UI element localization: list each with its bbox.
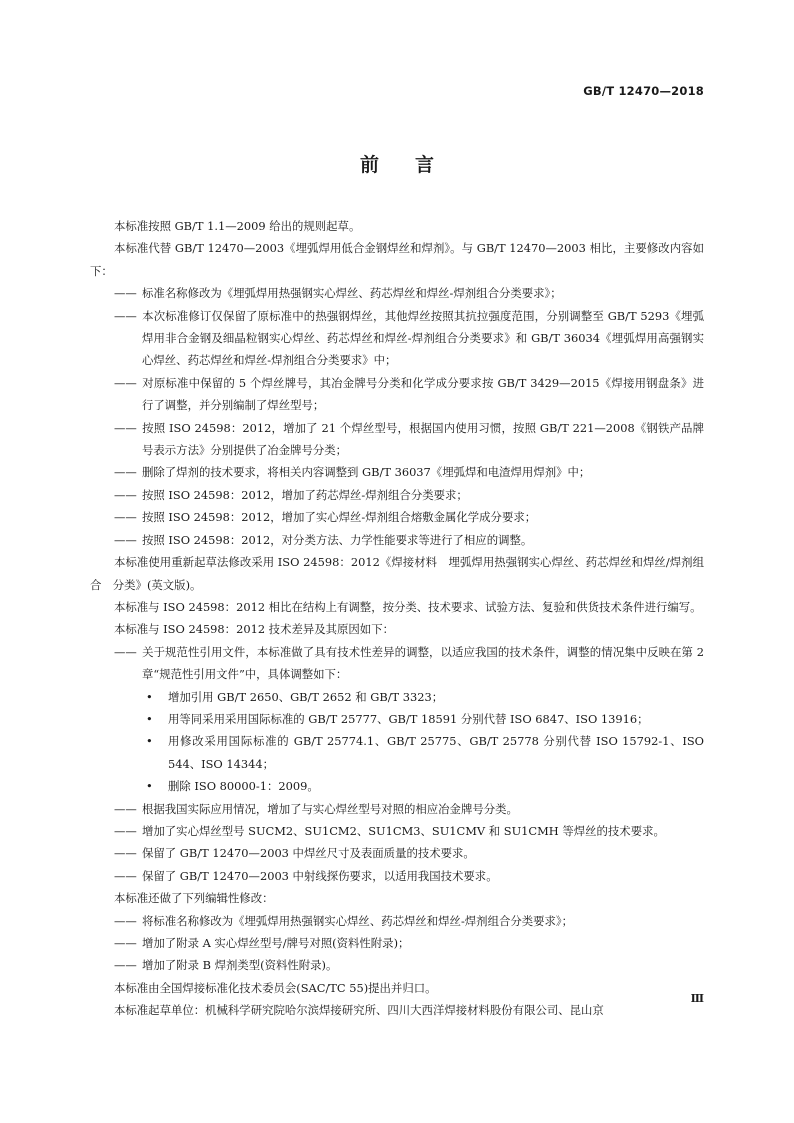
change-item-text: 按照 ISO 24598：2012，增加了 21 个焊丝型号，根据国内使用习惯，按照 GB/T 221—2008《钢铁产品牌号表示方法》分别提供了冶金牌号分类； [142,420,704,458]
standard-code: GB/T 12470—2018 [583,84,704,98]
change-item-text: 本次标准修订仅保留了原标准中的热强钢焊丝，其他焊丝按照其抗拉强度范围，分别调整至 GB/T 5293《埋弧焊用非合金钢及细晶粒钢实心焊丝、药芯焊丝和焊丝-焊剂组合分类要求》和 GB/T 36034《埋弧焊用高强钢实心焊丝、药芯焊丝和焊丝-焊剂组合分类要求》中； [142,308,704,368]
change-item-text: 对原标准中保留的 5 个焊丝牌号，其冶金牌号分类和化学成分要求按 GB/T 3429—2015《焊接用钢盘条》进行了调整，并分别编制了焊丝型号； [142,375,704,413]
bullet-item [90,730,704,775]
editorial-text: 增加了附录 B 焊剂类型(资料性附录)。 [142,958,338,973]
dash-marker: —— [114,823,137,838]
dash-marker: —— [114,846,137,861]
change-item [90,506,704,528]
change-item-text: 按照 ISO 24598：2012，增加了实心焊丝-焊剂组合熔敷金属化学成分要求； [142,510,537,525]
bullet-icon: • [146,711,153,726]
change-item-text: 标准名称修改为《埋弧焊用热强钢实心焊丝、药芯焊丝和焊丝-焊剂组合分类要求》； [142,286,562,301]
change-item [90,372,704,417]
editorial-text: 增加了附录 A 实心焊丝型号/牌号对照(资料性附录)； [142,936,410,950]
bullet-item [90,708,704,730]
editorial-text: 将标准名称修改为《埋弧焊用热强钢实心焊丝、药芯焊丝和焊丝-焊剂组合分类要求》； [142,913,573,928]
tech-diff-text: 保留了 GB/T 12470—2003 中焊丝尺寸及表面质量的技术要求。 [142,846,475,861]
dash-marker: —— [114,420,137,435]
paragraph: 本标准按照 GB/T 1.1—2009 给出的规则起草。 [114,219,361,233]
dash-marker: —— [114,487,137,502]
bullet-icon: • [146,779,153,794]
tech-diff-item [90,842,704,864]
bullet-text: 用等同采用采用国际标准的 GB/T 25777、GB/T 18591 分别代替 ISO 6847、ISO 13916； [168,711,649,726]
page-number: Ⅲ [690,992,704,1005]
tech-diff-item [90,798,704,820]
paragraph: 本标准代替 GB/T 12470—2003《埋弧焊用低合金钢焊丝和焊剂》。与 GB/T 12470—2003 相比，主要修改内容如下： [90,241,704,278]
change-item [90,484,704,506]
bullet-text: 增加引用 GB/T 2650、GB/T 2652 和 GB/T 3323； [168,689,444,704]
paragraph: 本标准与 ISO 24598：2012 相比在结构上有调整，按分类、技术要求、试验方法、复验和供货技术条件进行编写。 [114,599,702,614]
paragraph: 本标准起草单位：机械科学研究院哈尔滨焊接研究所、四川大西洋焊接材料股份有限公司、昆山京 [114,1003,604,1018]
dash-marker: —— [114,510,137,525]
dash-marker: —— [114,801,137,816]
bullet-icon: • [146,689,153,704]
tech-diff-text: 根据我国实际应用情况，增加了与实心焊丝型号对照的相应冶金牌号分类。 [142,801,518,816]
bullet-text: 用修改采用国际标准的 GB/T 25774.1、GB/T 25775、GB/T 25778 分别代替 ISO 15792-1、ISO 544、ISO 14344； [168,734,704,771]
bullet-item [90,686,704,708]
change-item-text: 按照 ISO 24598：2012，对分类方法、力学性能要求等进行了相应的调整。 [142,532,533,547]
change-item [90,529,704,551]
paragraph: 本标准还做了下列编辑性修改： [114,891,274,906]
tech-diff-item [90,820,704,842]
tech-diff-item [90,865,704,887]
paragraph: 本标准与 ISO 24598：2012 技术差异及其原因如下： [114,622,394,637]
dash-marker: —— [114,913,137,928]
dash-marker: —— [114,465,137,480]
dash-marker: —— [114,308,137,323]
bullet-icon: • [146,734,153,749]
change-item-text: 按照 ISO 24598：2012，增加了药芯焊丝-焊剂组合分类要求； [142,487,468,502]
bullet-text: 删除 ISO 80000-1：2009。 [168,779,319,794]
dash-marker: —— [114,644,137,659]
change-item [90,461,704,483]
document-body [90,215,704,1022]
tech-diff-text: 关于规范性引用文件，本标准做了具有技术性差异的调整，以适应我国的技术条件，调整的情况集中反映在第 2 章“规范性引用文件”中，具体调整如下： [142,644,704,682]
change-item [90,417,704,462]
dash-marker: —— [114,958,137,973]
tech-diff-text: 保留了 GB/T 12470—2003 中射线探伤要求，以适用我国技术要求。 [142,868,498,883]
dash-marker: —— [114,868,137,883]
dash-marker: —— [114,375,137,390]
change-item [90,282,704,304]
dash-marker: —— [114,936,137,950]
paragraph: 本标准使用重新起草法修改采用 ISO 24598：2012《焊接材料 埋弧焊用热强钢实心焊丝、药芯焊丝和焊丝/焊剂组合 分类》(英文版)。 [90,555,704,592]
dash-marker: —— [114,532,137,547]
dash-marker: —— [114,286,137,301]
page-title: 前言 [359,154,470,176]
bullet-item [90,775,704,797]
paragraph: 本标准由全国焊接标准化技术委员会(SAC/TC 55)提出并归口。 [114,980,437,995]
change-item [90,305,704,372]
tech-diff-item [90,641,704,686]
editorial-item [90,954,704,976]
editorial-item [90,932,704,954]
tech-diff-text: 增加了实心焊丝型号 SUCM2、SU1CM2、SU1CM3、SU1CMV 和 SU1CMH 等焊丝的技术要求。 [142,823,665,838]
change-item-text: 删除了焊剂的技术要求，将相关内容调整到 GB/T 36037《埋弧焊和电渣焊用焊剂》中； [142,465,591,480]
editorial-item [90,910,704,932]
